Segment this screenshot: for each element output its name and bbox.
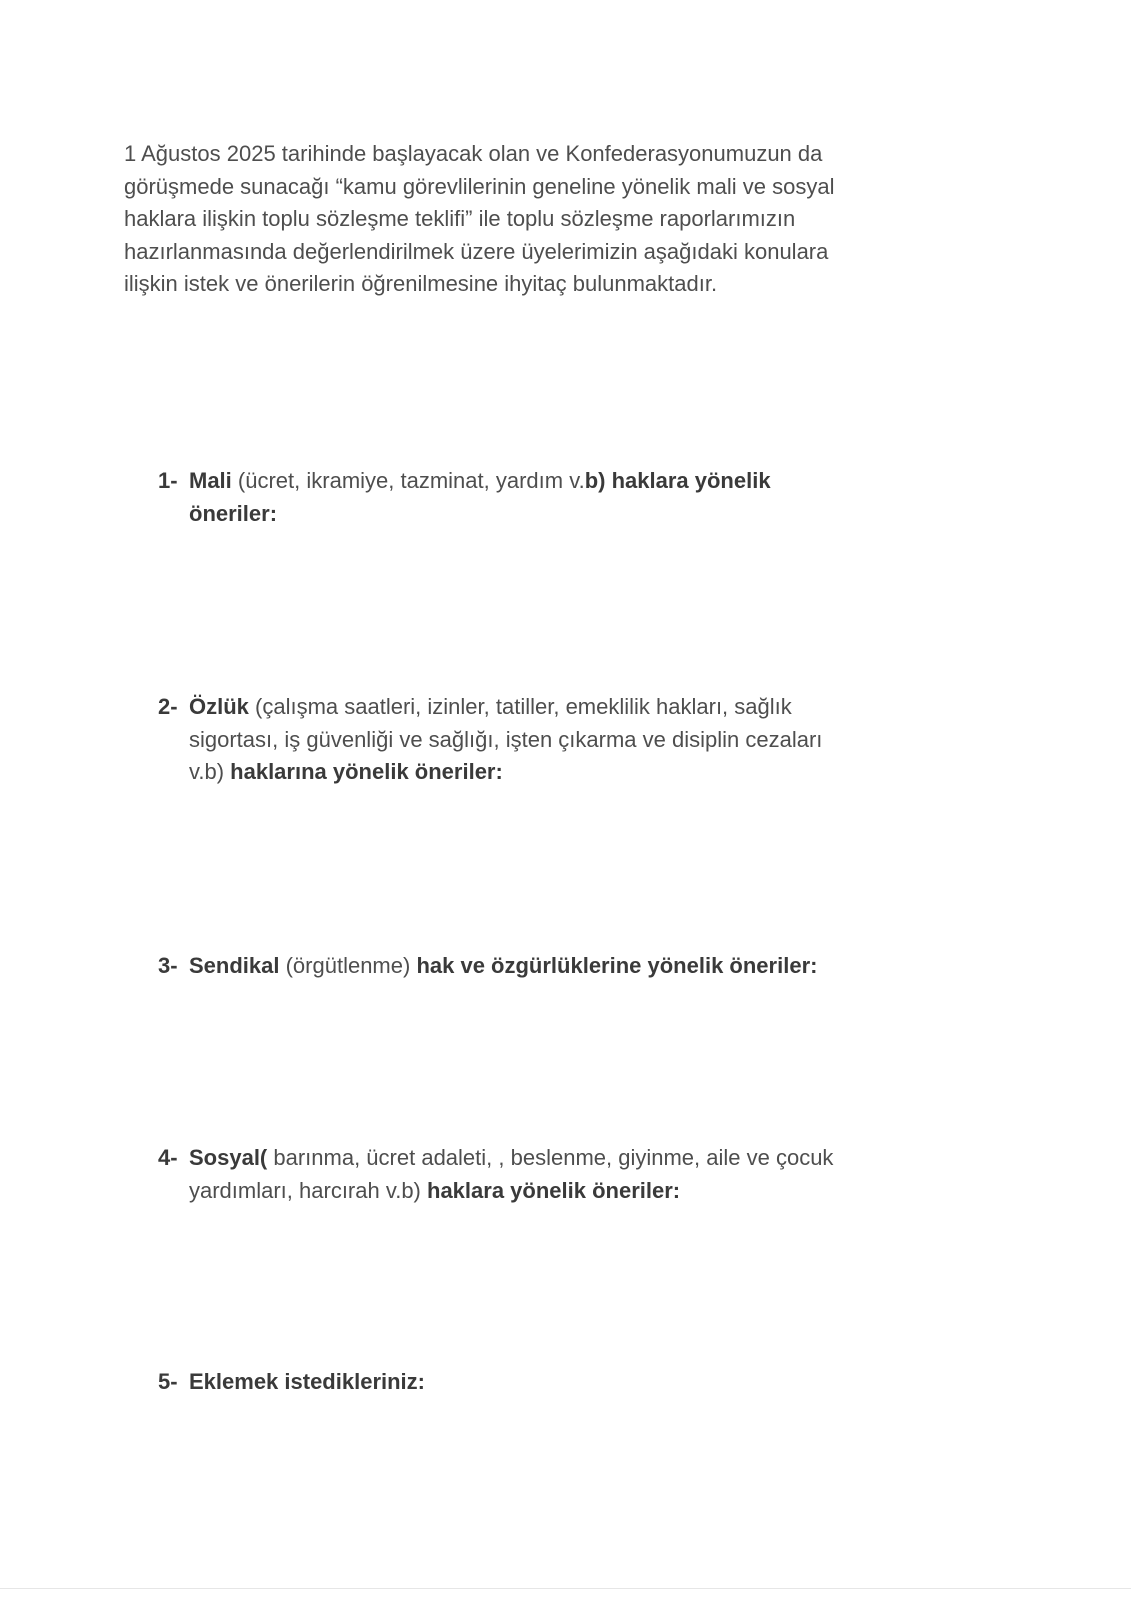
item-line — [189, 498, 989, 531]
intro-line: haklara ilişkin toplu sözleşme teklifi” ile toplu sözleşme raporlarımızın — [124, 206, 796, 231]
item-line — [189, 950, 989, 983]
intro-line: ilişkin istek ve önerilerin öğrenilmesine ihyitaç bulunmaktadır. — [124, 271, 718, 296]
item-heading: haklarına yönelik öneriler: — [230, 759, 503, 784]
item-text: barınma, ücret adaleti, , beslenme, giyinme, aile ve çocuk — [267, 1145, 834, 1170]
item-text: (örgütlenme) — [279, 953, 417, 978]
list-item-ozluk — [158, 691, 989, 789]
list-item-sendikal — [158, 950, 989, 983]
list-item-eklemek — [158, 1366, 989, 1399]
item-line — [189, 691, 989, 724]
intro-line: görüşmede sunacağı “kamu görevlilerinin geneline yönelik mali ve sosyal — [124, 173, 835, 199]
item-heading: Sosyal( — [189, 1145, 268, 1170]
item-line — [189, 465, 989, 498]
item-line — [189, 724, 989, 757]
item-heading: hak ve özgürlüklerine yönelik öneriler: — [416, 953, 818, 978]
item-body — [189, 465, 989, 530]
item-text: (ücret, ikramiye, tazminat, yardım v. — [231, 468, 585, 493]
item-body — [189, 950, 989, 983]
item-number: 5- — [158, 1369, 178, 1394]
item-heading: Mali — [189, 468, 232, 493]
scan-edge-line — [0, 1588, 1131, 1589]
item-text: (çalışma saatleri, izinler, tatiller, emeklilik hakları, sağlık — [248, 694, 792, 719]
item-heading: Sendikal — [189, 953, 280, 978]
item-number: 3- — [158, 953, 178, 978]
item-text: v.b) — [189, 759, 231, 784]
item-number: 2- — [158, 694, 178, 719]
item-heading: öneriler: — [189, 500, 278, 526]
item-line — [189, 1366, 989, 1399]
intro-paragraph — [124, 138, 1004, 301]
item-body — [189, 691, 989, 789]
item-line — [189, 756, 989, 789]
item-text: yardımları, harcırah v.b) — [189, 1177, 427, 1203]
item-heading: haklara yönelik öneriler: — [427, 1177, 681, 1203]
item-text: sigortası, iş güvenliği ve sağlığı, işten çıkarma ve disiplin cezaları — [189, 726, 823, 752]
item-number: 4- — [158, 1145, 178, 1170]
item-heading: Özlük — [189, 694, 249, 719]
intro-line: 1 Ağustos 2025 tarihinde başlayacak olan ve Konfederasyonumuzun da — [124, 141, 823, 166]
list-item-mali — [158, 465, 989, 530]
item-line — [189, 1175, 989, 1208]
list-item-sosyal — [158, 1142, 989, 1207]
item-line — [189, 1142, 989, 1175]
item-number: 1- — [158, 468, 178, 493]
item-heading: Eklemek istedikleriniz: — [189, 1369, 425, 1394]
item-body — [189, 1366, 989, 1399]
item-heading: b) haklara yönelik — [584, 468, 771, 493]
item-body — [189, 1142, 989, 1207]
intro-line: hazırlanmasında değerlendirilmek üzere üyelerimizin aşağıdaki konulara — [124, 238, 829, 264]
